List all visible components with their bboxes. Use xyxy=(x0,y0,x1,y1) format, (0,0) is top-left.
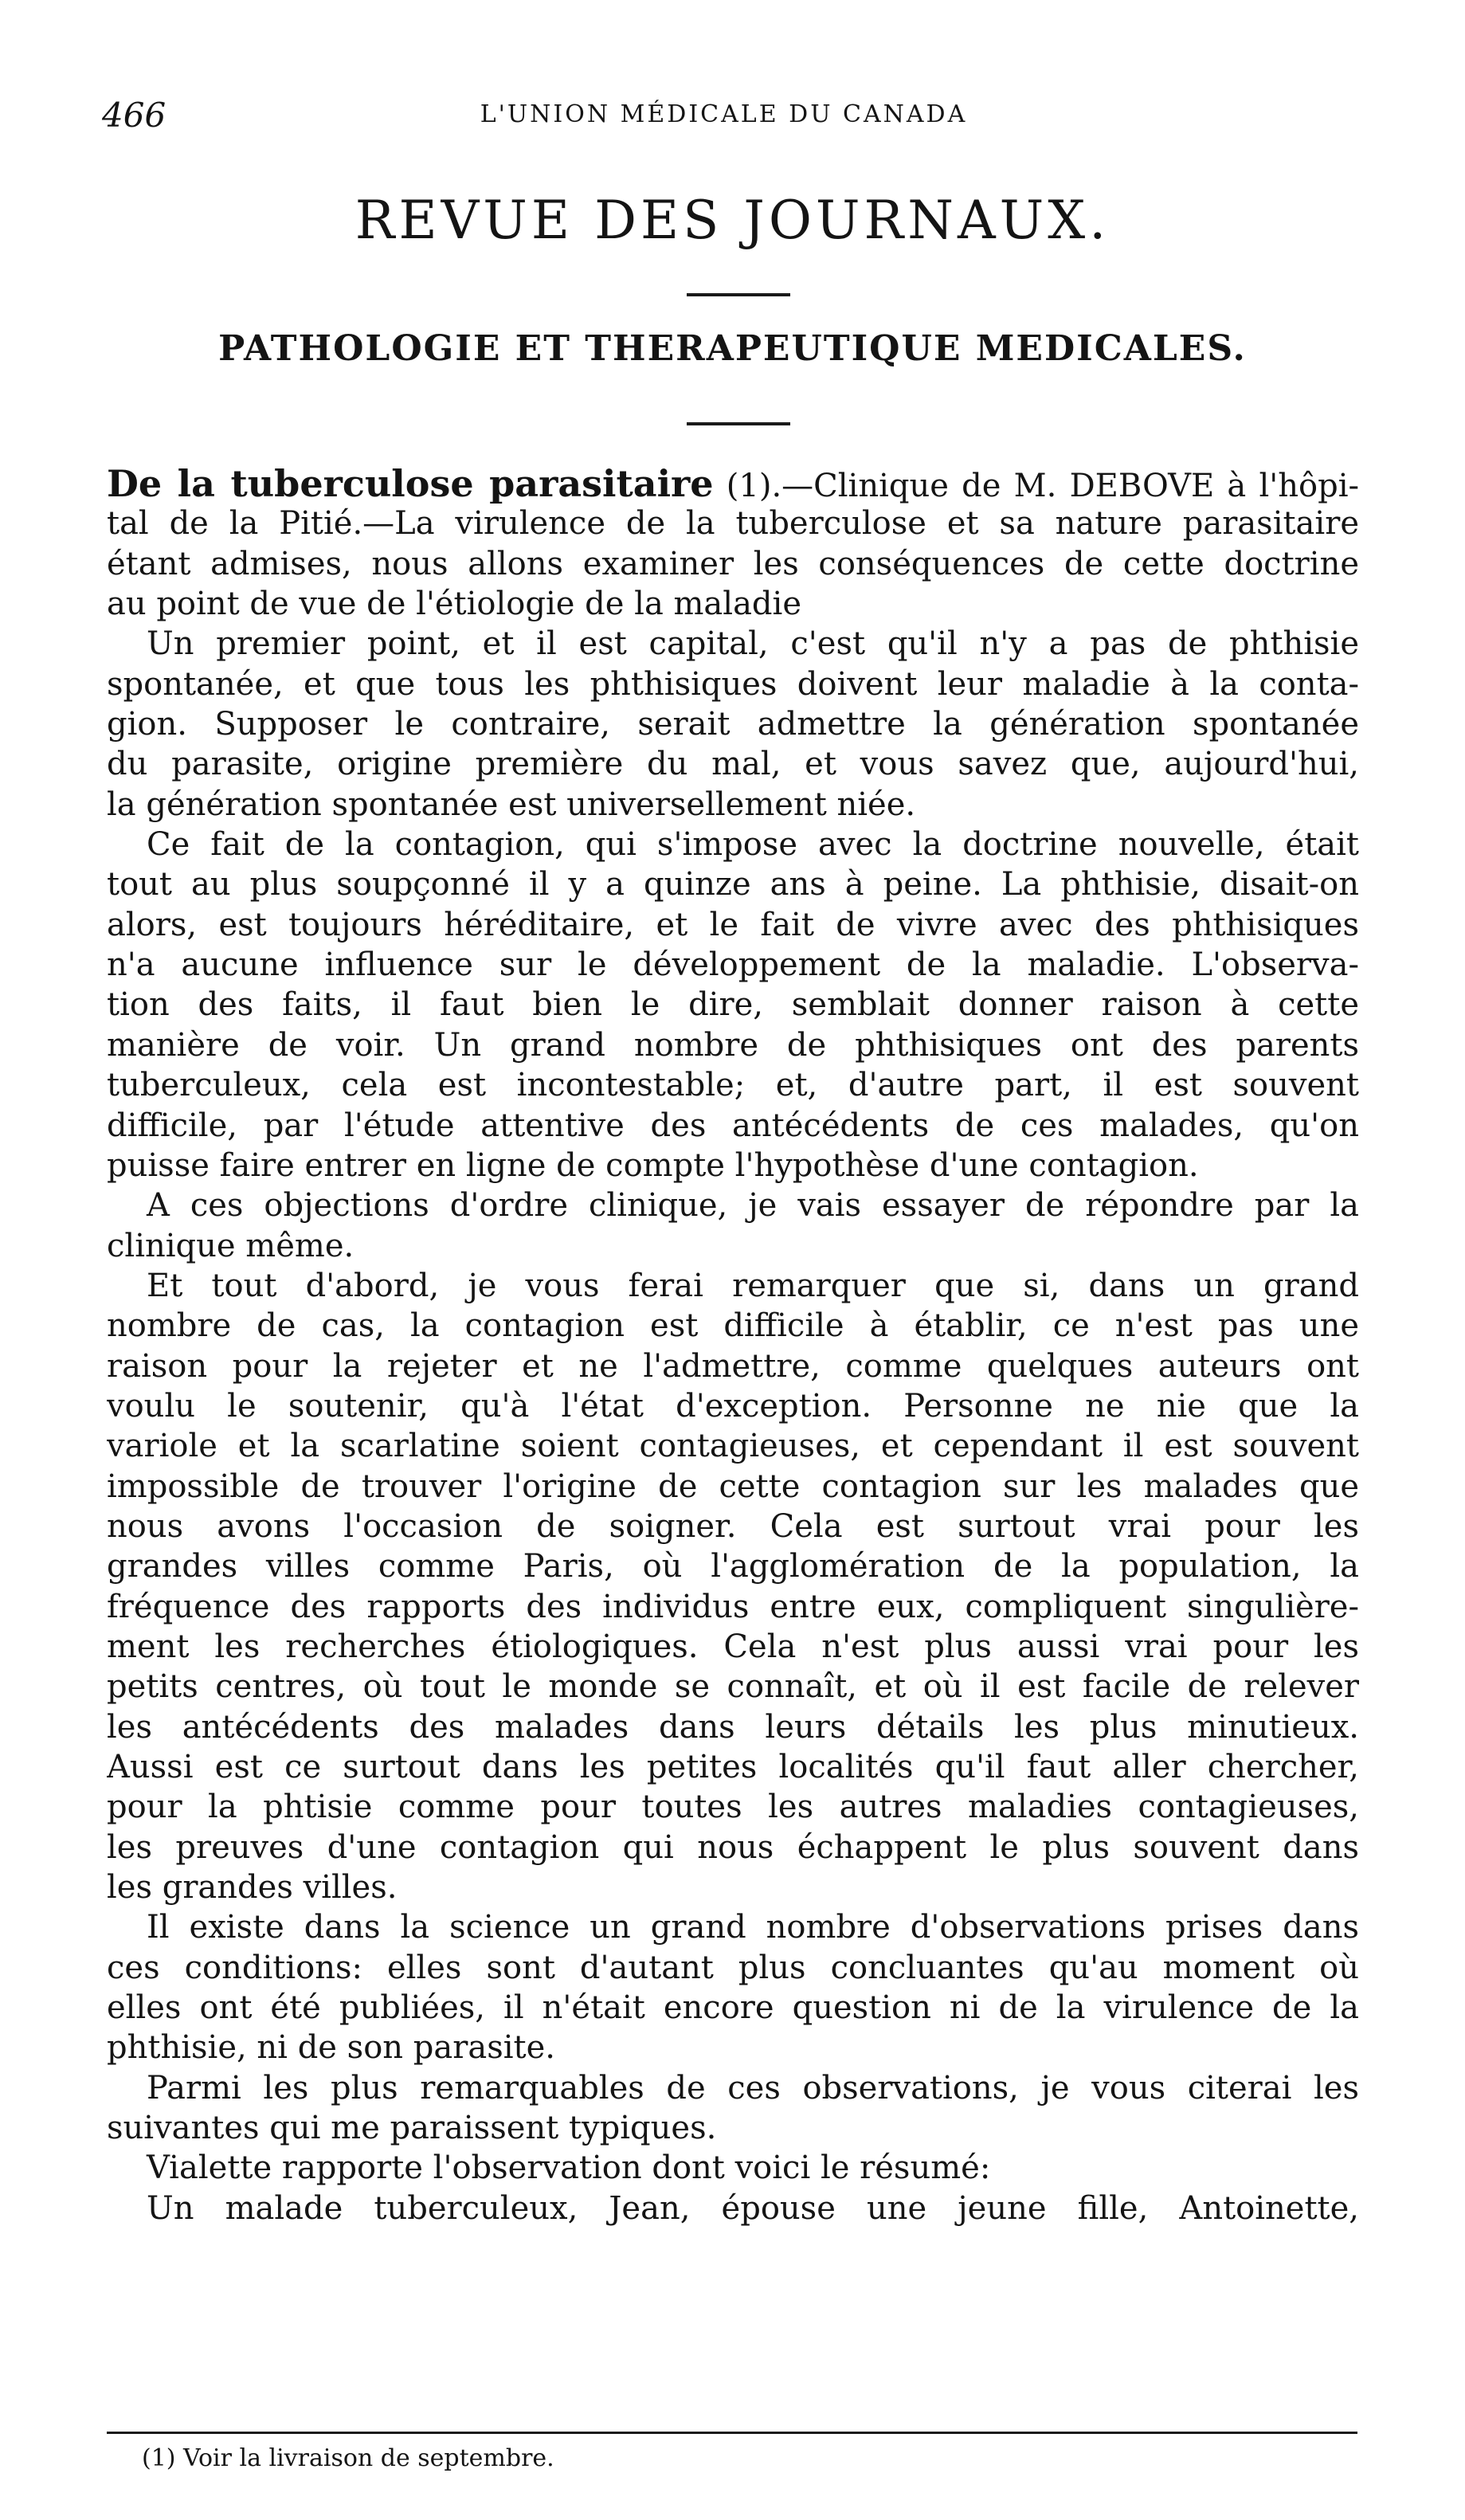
article-line: voulu le soutenir, qu'à l'état d'exception. Personne ne nie que la xyxy=(107,1387,1359,1425)
article-line: pour la phtisie comme pour toutes les autres maladies contagieuses, xyxy=(107,1789,1359,1826)
article-line: gion. Supposer le contraire, serait admettre la génération spontanée xyxy=(107,706,1359,743)
article-line: clinique même. xyxy=(107,1227,354,1264)
article-line: phthisie, ni de son parasite. xyxy=(107,2029,555,2067)
article-line: Un premier point, et il est capital, c'est qu'il n'y a pas de phthisie xyxy=(147,625,1359,663)
page-number: 466 xyxy=(102,96,166,135)
article-line: variole et la scarlatine soient contagieuses, et cependant il est souvent xyxy=(107,1428,1359,1465)
article-line: grandes villes comme Paris, où l'agglomération de la population, la xyxy=(107,1548,1359,1585)
article-line: nous avons l'occasion de soigner. Cela est surtout vrai pour les xyxy=(107,1507,1359,1545)
article-line: tout au plus soupçonné il y a quinze ans à peine. La phthisie, disait-on xyxy=(107,866,1359,903)
article-line: tuberculeux, cela est incontestable; et, d'autre part, il est souvent xyxy=(107,1067,1359,1104)
article-line: les antécédents des malades dans leurs détails les plus minutieux. xyxy=(107,1708,1359,1746)
article-line: raison pour la rejeter et ne l'admettre, comme quelques auteurs ont xyxy=(107,1347,1359,1385)
article-line: manière de voir. Un grand nombre de phthisiques ont des parents xyxy=(107,1026,1359,1064)
subsection-title: PATHOLOGIE ET THERAPEUTIQUE MEDICALES. xyxy=(218,328,1247,369)
title-divider xyxy=(687,293,790,296)
article-line xyxy=(107,464,1359,504)
article-line: Parmi les plus remarquables de ces observations, je vous citerai les xyxy=(147,2069,1359,2107)
article-line: les grandes villes. xyxy=(107,1869,398,1907)
article-line: Et tout d'abord, je vous ferai remarquer que si, dans un grand xyxy=(147,1267,1359,1304)
article-line: impossible de trouver l'origine de cette contagion sur les malades que xyxy=(107,1468,1359,1505)
article-line: difficile, par l'étude attentive des antécédents de ces malades, qu'on xyxy=(107,1107,1359,1144)
article-line: A ces objections d'ordre clinique, je vais essayer de répondre par la xyxy=(147,1187,1359,1225)
running-header xyxy=(102,96,1346,143)
article-line-text: (1).—Clinique de M. DEBOVE à l'hôpi- xyxy=(713,468,1359,504)
article-line: spontanée, et que tous les phthisiques doivent leur maladie à la conta- xyxy=(107,665,1359,703)
article-line: elles ont été publiées, il n'était encore question ni de la virulence de la xyxy=(107,1989,1359,2027)
article-line: suivantes qui me paraissent typiques. xyxy=(107,2110,717,2147)
journal-name: L'UNION MÉDICALE DU CANADA xyxy=(480,100,968,128)
article-line: ces conditions: elles sont d'autant plus concluantes qu'au moment où xyxy=(107,1949,1359,1986)
article-line: alors, est toujours héréditaire, et le fait de vivre avec des phthisiques xyxy=(107,906,1359,943)
article-line: Aussi est ce surtout dans les petites localités qu'il faut aller chercher, xyxy=(107,1749,1359,1785)
article-line: puisse faire entrer en ligne de compte l'hypothèse d'une contagion. xyxy=(107,1146,1199,1184)
subsection-divider xyxy=(687,422,790,425)
article-line: nombre de cas, la contagion est difficile à établir, ce n'est pas une xyxy=(107,1307,1359,1345)
article-line: Ce fait de la contagion, qui s'impose avec la doctrine nouvelle, était xyxy=(147,826,1359,864)
article-line: n'a aucune influence sur le développement de la maladie. L'observa- xyxy=(107,946,1359,984)
article-line: Il existe dans la science un grand nombre d'observations prises dans xyxy=(147,1909,1359,1946)
article-line: étant admises, nous allons examiner les conséquences de cette doctrine xyxy=(107,545,1359,582)
article-line: Un malade tuberculeux, Jean, épouse une jeune fille, Antoinette, xyxy=(147,2189,1359,2227)
article-line: ment les recherches étiologiques. Cela n'est plus aussi vrai pour les xyxy=(107,1628,1359,1665)
article-title: De la tuberculose parasitaire xyxy=(107,464,714,504)
article-line: fréquence des rapports des individus entre eux, compliquent singulière- xyxy=(107,1588,1359,1625)
article-line: Vialette rapporte l'observation dont voici le résumé: xyxy=(147,2150,991,2187)
footnote: (1) Voir la livraison de septembre. xyxy=(142,2444,554,2472)
article-line: petits centres, où tout le monde se connaît, et où il est facile de relever xyxy=(107,1668,1359,1706)
article-line: au point de vue de l'étiologie de la maladie xyxy=(107,586,801,623)
article-line: les preuves d'une contagion qui nous échappent le plus souvent dans xyxy=(107,1828,1359,1866)
article-line: du parasite, origine première du mal, et vous savez que, aujourd'hui, xyxy=(107,746,1359,783)
article-line: la génération spontanée est universellement niée. xyxy=(107,786,916,823)
footnote-divider xyxy=(107,2432,1357,2434)
article-body xyxy=(107,464,1359,2228)
article-line: tion des faits, il faut bien le dire, semblait donner raison à cette xyxy=(107,986,1359,1024)
article-line: tal de la Pitié.—La virulence de la tuberculose et sa nature parasitaire xyxy=(107,505,1359,543)
section-title: REVUE DES JOURNAUX. xyxy=(354,190,1111,251)
